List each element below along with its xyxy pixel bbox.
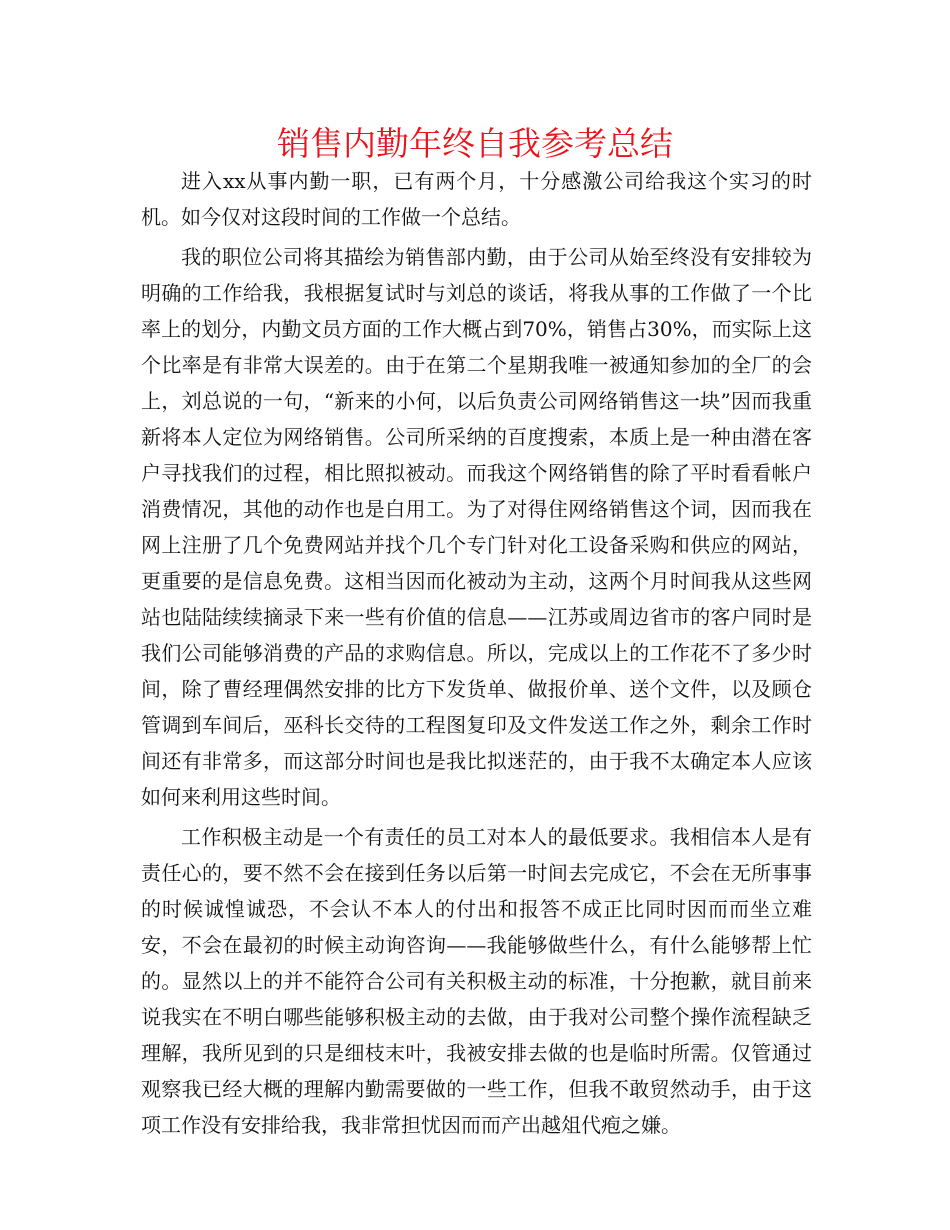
document-title: 销售内勤年终自我参考总结 [277,124,673,163]
document-body [141,163,812,1143]
paragraph-intro: 进入xx从事内勤一职，已有两个月，十分感激公司给我这个实习的时机。如今仅对这段时间的工作做一个总结。 [141,169,812,229]
paragraph-initiative: 工作积极主动是一个有责任的员工对本人的最低要求。我相信本人是有责任心的，要不然不会在接到任务以后第一时间去完成它，不会在无所事事的时候诚惶诚恐，不会认不本人的付出和报答不成正比同时因而而坐立难安，不会在最初的时候主动询咨询——我能够做些什么，有什么能够帮上忙的。显然以上的并不能符合公司有关积极主动的标准，十分抱歉，就目前来说我实在不明白哪些能够积极主动的去做，由于我对公司整个操作流程缺乏理解，我所见到的只是细枝末叶，我被安排去做的也是临时所需。仅管通过观察我已经大概的理解内勤需要做的一些工作，但我不敢贸然动手，由于这项工作没有安排给我，我非常担忧因而而产出越俎代疱之嫌。 [141,825,812,1137]
paragraph-job-role: 我的职位公司将其描绘为销售部内勤，由于公司从始至终没有安排较为明确的工作给我，我根据复试时与刘总的谈话，将我从事的工作做了一个比率上的划分，内勤文员方面的工作大概占到70%，销售占30%，而实际上这个比率是有非常大误差的。由于在第二个星期我唯一被通知参加的全厂的会上，刘总说的一句，“新来的小何，以后负责公司网络销售这一块”因而我重新将本人定位为网络销售。公司所采纳的百度搜索，本质上是一种由潜在客户寻找我们的过程，相比照拟被动。而我这个网络销售的除了平时看看帐户消费情况，其他的动作也是白用工。为了对得住网络销售这个词，因而我在网上注册了几个免费网站并找个几个专门针对化工设备采购和供应的网站，更重要的是信息免费。这相当因而化被动为主动，这两个月时间我从这些网站也陆陆续续摘录下来一些有价值的信息——江苏或周边省市的客户同时是我们公司能够消费的产品的求购信息。所以，完成以上的工作花不了多少时间，除了曹经理偶然安排的比方下发货单、做报价单、送个文件，以及顾仓管调到车间后，巫科长交待的工程图复印及文件发送工作之外，剩余工作时间还有非常多，而这部分时间也是我比拟迷茫的，由于我不太确定本人应该如何来利用这些时间。 [141,245,812,809]
